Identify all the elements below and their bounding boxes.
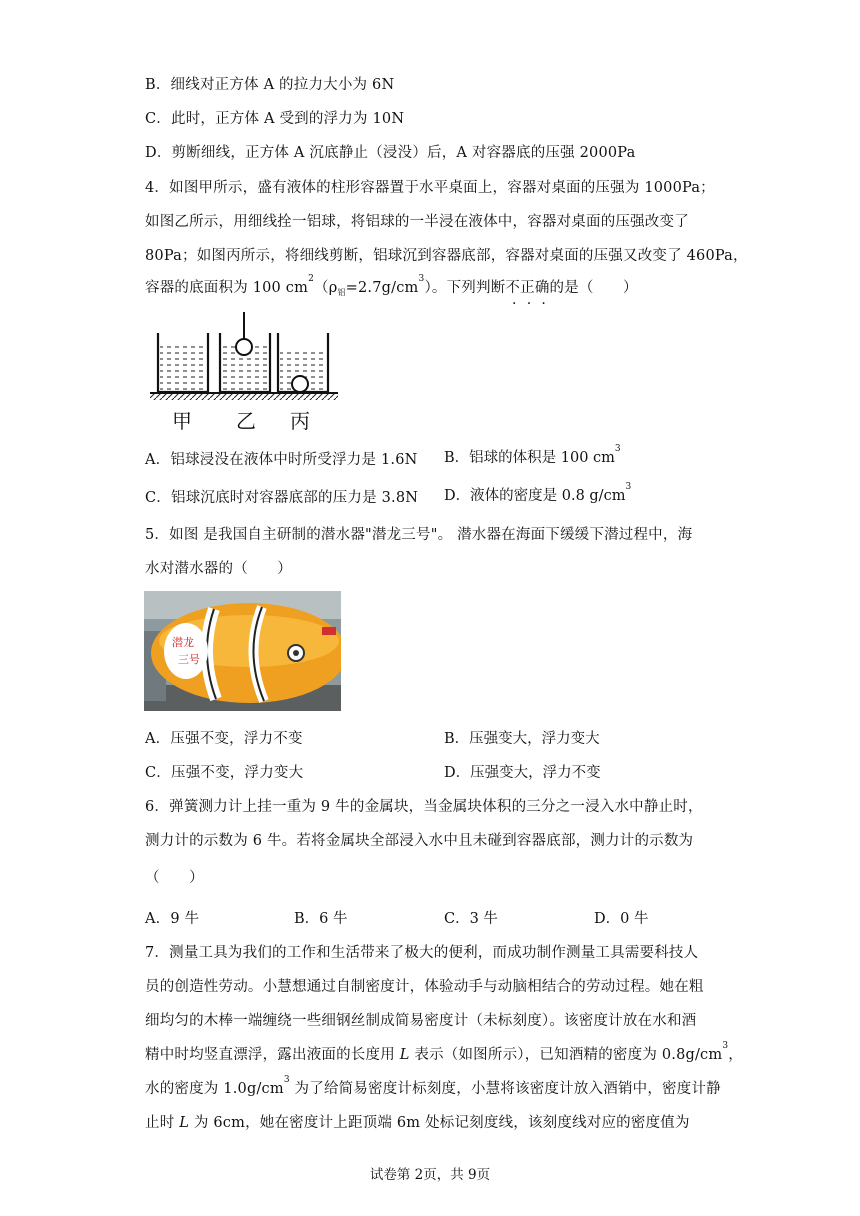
q4-stem-line4: 容器的底面积为 100 $cm^2(\rho_铝=2.7g/cm^3)$。下列判断不正确的是（ ） [145,274,638,297]
q4-stem-line2: 如图乙所示，用细线拴一铝球，将铝球的一半浸在液体中，容器对桌面的压强改变了 [145,214,689,230]
label-bing: 丙 [290,409,310,433]
submersible-name-line1: 潜龙 [172,637,194,649]
q6-stem-line1: 6．弹簧测力计上挂一重为 9 牛的金属块，当金属块体积的三分之一浸入水中静止时， [145,799,703,815]
q6-option-c: C．3 牛 [444,911,498,927]
container-bing [278,333,328,392]
q6-option-d: D．0 牛 [594,911,649,927]
q3-option-b: B．细线对正方体 A 的拉力大小为 6N [145,77,395,93]
container-jia [158,333,208,392]
q7-stem-line2: 员的创造性劳动。小慧想通过自制密度计，体验动手与动脑相结合的劳动过程。她在粗 [145,979,704,995]
q3-option-d: D．剪断细线，正方体 A 沉底静止（浸没）后，A 对容器底的压强 2000Pa [145,145,636,161]
q7-stem-line3: 细均匀的木棒一端缠绕一些细钢丝制成简易密度计（未标刻度）。该密度计放在水和酒 [145,1013,697,1029]
label-yi: 乙 [236,409,256,433]
q7-stem-line1: 7．测量工具为我们的工作和生活带来了极大的便利，而成功制作测量工具需要科技人 [145,945,699,961]
q6-stem-line3: （ ） [145,870,204,886]
emphasis-dot-char: 不 [505,280,521,296]
q7-stem-line6: 止时 L 为 6cm，她在密度计上距顶端 6m 处标记刻度线，该刻度线对应的密度值为 [145,1115,690,1131]
submersible-name-line2: 三号 [178,654,200,666]
q6-option-b: B．6 牛 [294,911,348,927]
label-jia: 甲 [172,409,192,433]
submersible-photo [144,591,341,711]
aluminum-ball [292,376,308,392]
q4-stem-line1: 4．如图甲所示，盛有液体的柱形容器置于水平桌面上，容器对桌面的压强为 1000Pa； [145,180,715,196]
page-footer: 试卷第 2页，共 9页 [369,1167,491,1183]
q4-stem-line3: 80Pa；如图丙所示，将细线剪断，铝球沉到容器底部，容器对桌面的压强又改变了 460Pa， [145,248,748,264]
q5-stem-line2: 水对潜水器的（ ） [145,561,292,577]
q5-option-d: D．压强变大，浮力不变 [444,765,601,781]
q4-option-a: A．铝球浸没在液体中时所受浮力是 1.6N [145,452,418,468]
q5-option-b: B．压强变大，浮力变大 [444,731,600,747]
q5-stem-line1: 5．如图 是我国自主研制的潜水器"潜龙三号"。 潜水器在海面下缓缓下潜过程中，海 [145,527,693,543]
q7-stem-line5: 水的密度为 $1.0g/cm^3$ 为了给简易密度计标刻度，小慧将该密度计放入酒销中，密度计静 [145,1075,721,1097]
q4-option-d: D．液体的密度是 0.8 $g/cm^3$ [444,482,632,504]
q6-stem-line2: 测力计的示数为 6 牛。若将金属块全部浸入水中且未碰到容器底部，测力计的示数为 [145,833,694,849]
q6-option-a: A．9 牛 [145,911,200,927]
q5-option-c: C．压强不变，浮力变大 [145,765,304,781]
emphasis-dot-char: 确 [534,280,550,296]
container-yi [220,312,270,392]
aluminum-ball [236,339,252,355]
q4-option-b: B．铝球的体积是 100 $cm^3$ [444,444,621,466]
q3-option-c: C．此时，正方体 A 受到的浮力为 10N [145,111,405,127]
q5-option-a: A．压强不变，浮力不变 [145,731,303,747]
q7-stem-line4: 精中时均竖直漂浮，露出液面的长度用 L 表示（如图所示），已知酒精的密度为 $0.8g/cm^3$， [145,1041,743,1063]
emphasis-dot-char: 正 [520,280,535,296]
q4-option-c: C．铝球沉底时对容器底部的压力是 3.8N [145,490,419,506]
